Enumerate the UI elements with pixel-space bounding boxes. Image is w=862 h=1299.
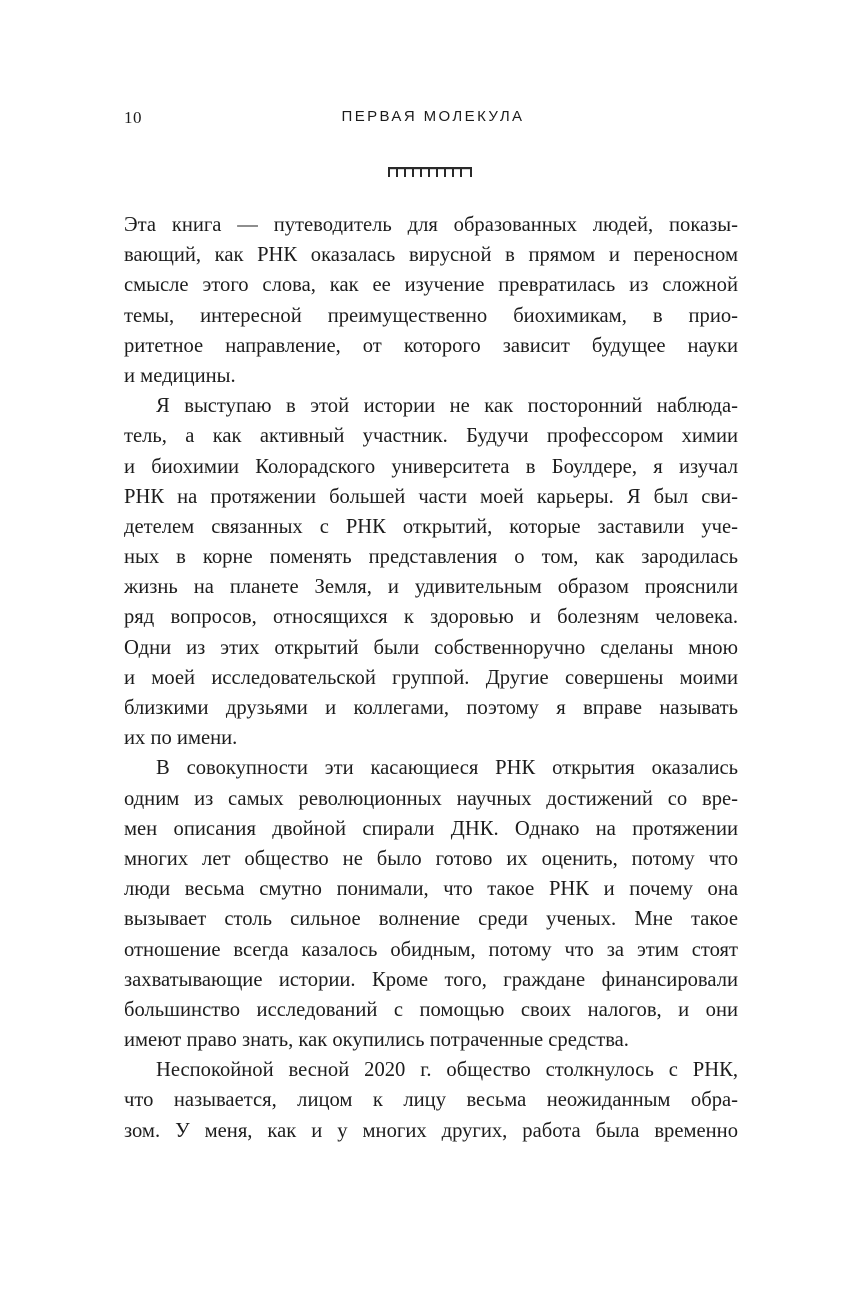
text-line: ритетное направление, от которого зависит будущее науки	[124, 334, 738, 357]
text-line: жизнь на планете Земля, и удивительным образом прояснили	[124, 576, 738, 599]
text-line: РНК на протяжении большей части моей карьеры. Я был сви-	[124, 485, 738, 508]
text-line: их по имени.	[124, 727, 238, 750]
text-line: многих лет общество не было готово их оценить, потому что	[124, 847, 738, 870]
text-line: и медицины.	[124, 364, 236, 387]
text-line: люди весьма смутно понимали, что такое РНК и почему она	[124, 878, 738, 901]
body-text	[124, 210, 738, 1146]
text-line: Неспокойной весной 2020 г. общество столкнулось с РНК,	[156, 1059, 738, 1082]
text-line: вающий, как РНК оказалась вирусной в прямом и переносном	[124, 244, 738, 267]
text-line: тель, а как активный участник. Будучи профессором химии	[124, 425, 738, 448]
text-line: Эта книга — путеводитель для образованных людей, показы-	[124, 214, 738, 236]
text-line: большинство исследований с помощью своих налогов, и они	[124, 998, 738, 1021]
text-line: что называется, лицом к лицу весьма неожиданным обра-	[124, 1089, 738, 1112]
text-line: смысле этого слова, как ее изучение превратилась из сложной	[124, 274, 738, 297]
text-line: мен описания двойной спирали ДНК. Однако на протяжении	[124, 817, 738, 840]
text-line: и биохимии Колорадского университета в Боулдере, я изучал	[124, 455, 738, 478]
text-line: В совокупности эти касающиеся РНК открытия оказались	[156, 757, 738, 780]
text-line: детелем связанных с РНК открытий, которые заставили уче-	[124, 515, 738, 538]
text-line: Одни из этих открытий были собственноручно сделаны мною	[124, 636, 738, 659]
text-line: имеют право знать, как окупились потраченные средства.	[124, 1029, 629, 1052]
running-title: ПЕРВАЯ МОЛЕКУЛА	[341, 108, 525, 125]
text-line: темы, интересной преимущественно биохимикам, в прио-	[124, 304, 738, 327]
text-line: и моей исследовательской группой. Другие совершены моими	[124, 666, 738, 689]
ornament-divider-icon	[388, 167, 472, 181]
text-line: захватывающие истории. Кроме того, граждане финансировали	[124, 968, 738, 991]
page-number: 10	[124, 108, 142, 127]
text-line: отношение всегда казалось обидным, потому что за этим стоят	[124, 938, 738, 961]
text-line: Я выступаю в этой истории не как посторонний наблюда-	[156, 395, 738, 418]
text-line: зом. У меня, как и у многих других, работа была временно	[124, 1119, 738, 1142]
text-line: вызывает столь сильное волнение среди ученых. Мне такое	[124, 908, 738, 931]
text-line: ных в корне поменять представления о том, как зародилась	[124, 546, 738, 569]
text-line: близкими друзьями и коллегами, поэтому я вправе называть	[124, 697, 738, 719]
text-line: одним из самых революционных научных достижений со вре-	[124, 787, 738, 810]
text-line: ряд вопросов, относящихся к здоровью и болезням человека.	[124, 606, 738, 629]
